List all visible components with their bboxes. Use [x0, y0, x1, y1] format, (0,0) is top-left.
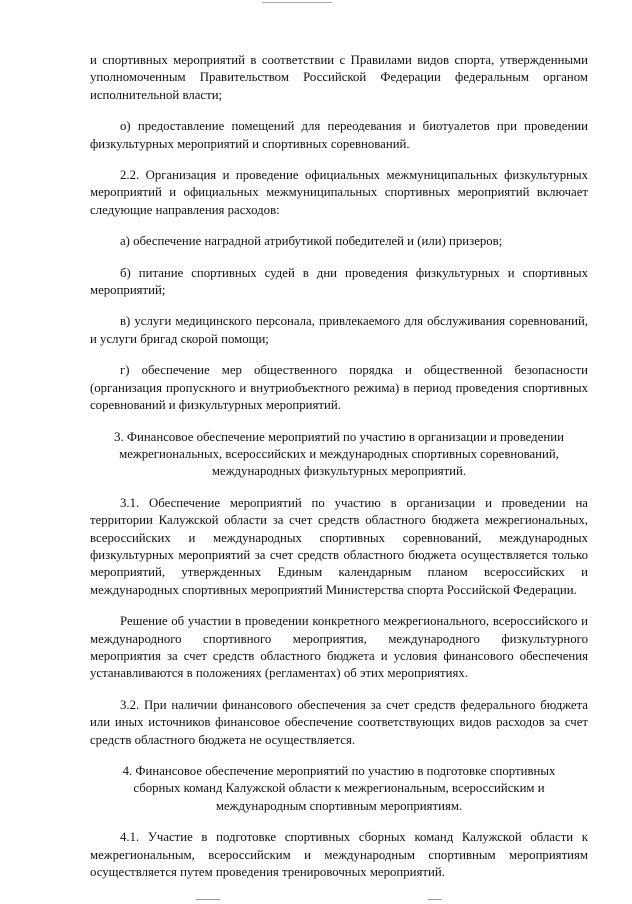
- scan-artifact-bottom-left: [196, 899, 220, 900]
- paragraph-3-2: 3.2. При наличии финансового обеспечения за счет средств федерального бюджета или иных источников финансовое обеспечение соответствующих видов расходов за счет средств областного бюджета не осуществляется.: [90, 697, 588, 747]
- section-heading-4: 4. Финансовое обеспечение мероприятий по участию в подготовке спортивных сборных команд Калужской области к межрегиональным, всероссийским и международным спортивным мероприятиям.: [122, 764, 556, 813]
- paragraph-3-1: 3.1. Обеспечение мероприятий по участию в организации и проведении на территории Калужской области за счет средств областного бюджета межрегиональных, всероссийских и международных спортивных соревнований, международных физкультурных мероприятий за счет средств областного бюджета осуществляется только мероприятий, утвержденных Единым календарным планом всероссийских и международных спортивных мероприятий Министерства спорта Российской Федерации.: [90, 495, 588, 597]
- paragraph-2-2: 2.2. Организация и проведение официальных межмуниципальных физкультурных мероприятий и официальных межмуниципальных спортивных мероприятий включает следующие направления расходов:: [90, 168, 588, 217]
- scan-artifact-bottom-right: [428, 899, 442, 900]
- paragraph-4-1: 4.1. Участие в подготовке спортивных сборных команд Калужской области к межрегиональным, всероссийским и международным спортивным мероприятиям осуществляется путем проведения тренировочных мероприятий.: [90, 830, 588, 880]
- paragraph-item-a: а) обеспечение наградной атрибутикой победителей и (или) призеров;: [120, 234, 503, 249]
- paragraph-item-o: о) предоставление помещений для переодевания и биотуалетов при проведении физкультурных мероприятий и спортивных соревнований.: [90, 119, 588, 151]
- document-body: [90, 52, 588, 895]
- paragraph-continuation: и спортивных мероприятий в соответствии с Правилами видов спорта, утвержденными уполномоченным Правительством Российской Федерации федеральным органом исполнительной власти;: [90, 53, 588, 102]
- scan-artifact-top: [262, 2, 332, 3]
- paragraph-item-v: в) услуги медицинского персонала, привлекаемого для обслуживания соревнований, и услуги бригад скорой помощи;: [90, 314, 588, 346]
- section-heading-3: 3. Финансовое обеспечение мероприятий по участию в организации и проведении межрегиональных, всероссийских и международных спортивных соревнований, международных физкультурных мероприятий.: [114, 429, 564, 479]
- paragraph-decision: Решение об участии в проведении конкретного межрегионального, всероссийского и международного спортивного мероприятия, международного физкультурного мероприятия за счет средств областного бюджета и условия финансового обеспечения устанавливаются в положениях (регламентах) об этих мероприятиях.: [90, 614, 588, 681]
- paragraph-item-g: г) обеспечение мер общественного порядка и общественной безопасности (организация пропускного и внутриобъектного режима) в период проведения спортивных соревнований и физкультурных мероприятий.: [90, 363, 588, 413]
- paragraph-item-b: б) питание спортивных судей в дни проведения физкультурных и спортивных мероприятий;: [90, 265, 588, 298]
